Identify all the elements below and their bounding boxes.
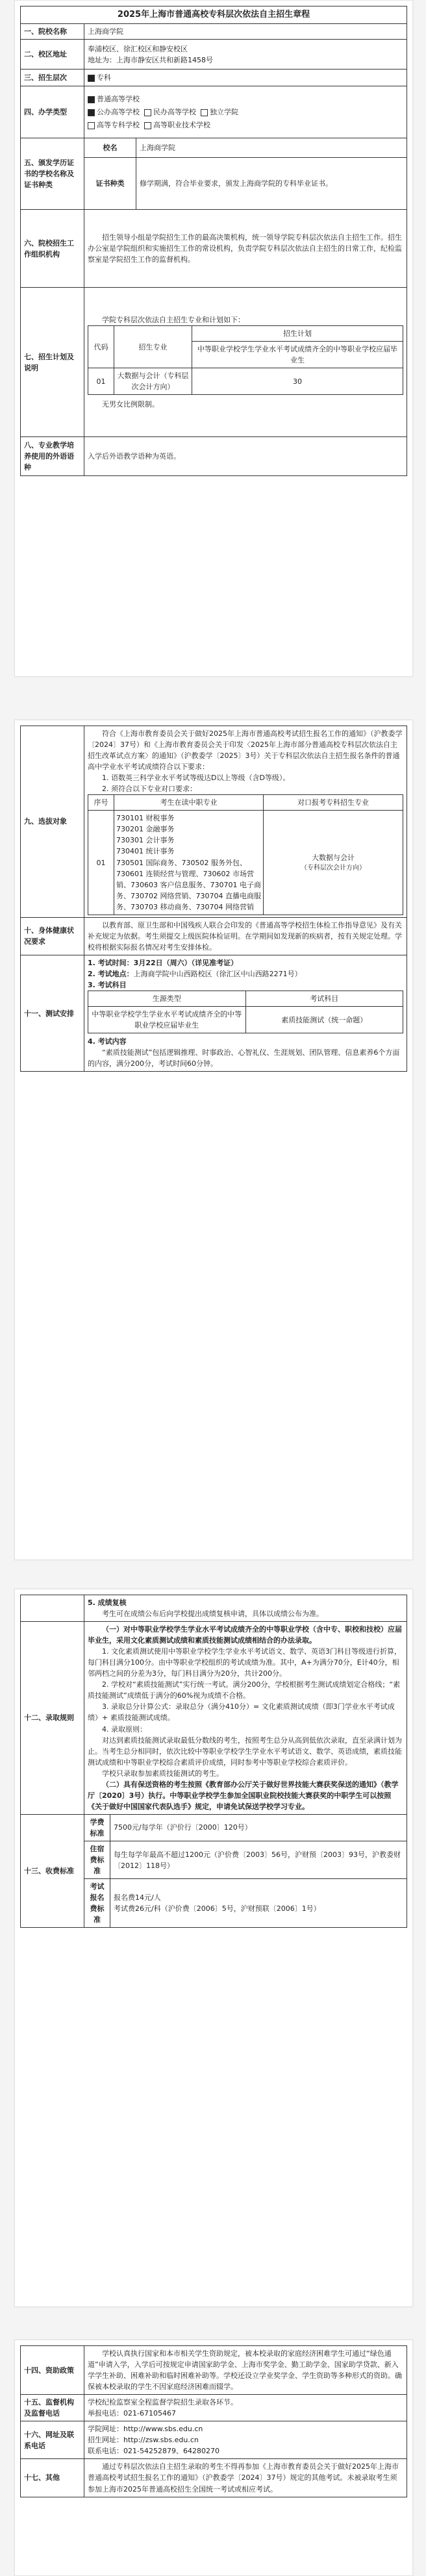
other-paragraph: 通过专科层次依法自主招生录取的考生不得再参加《上海市教育委员会关于做好2025年上海市普通高校考试招生报名工作的通知》（沪教委学〔2024〕37号）规定的其他考试。未被录取考生须参加上海市2025年普通高校招生全国统一考试或相应考试。 [88, 2462, 399, 2494]
plan-label: 七、招生计划及说明 [21, 288, 84, 437]
target-major: 大数据与会计 [312, 853, 355, 862]
plan-intro: 学院专科层次依法自主招生专业和计划如下： [102, 316, 245, 325]
fee-label: 十三、收费标准 [21, 1814, 84, 1927]
fee-sub-exam: 考试报名费标准 [84, 1879, 110, 1928]
admit-label: 十二、录取规则 [21, 1622, 84, 1815]
supervision-text [84, 2395, 407, 2421]
document-page-2 [14, 720, 413, 1560]
fee-tuition: 7500元/每学年（沪价行〔2000〕120号） [110, 1814, 407, 1841]
checkbox-icon [88, 109, 95, 116]
target-major-item: 730301 会计事务 [116, 836, 175, 845]
plan-count: 30 [192, 368, 403, 395]
plan-subheader: 中等职业学校学生学业水平考试成绩齐全的中等职业学校应届毕业生 [192, 342, 403, 368]
target-header-seq: 序号 [88, 795, 114, 811]
plan-code: 01 [88, 368, 114, 395]
fee-dorm: 每生每学年最高不超过1200元（沪价费〔2003〕56号，沪财预〔2003〕93号，沪教委财〔2012〕118号） [110, 1841, 407, 1878]
test-place: 上海商学院中山西路校区（徐汇区中山西路2271号） [133, 969, 302, 978]
target-seq: 01 [88, 811, 114, 915]
target-item-2: 2. 须符合以下专业对口要求： [102, 785, 197, 794]
fee-sub-tuition: 学费标准 [84, 1814, 110, 1841]
test-intro-title: 4. 考试内容 [88, 1037, 127, 1046]
plan-header-count: 招生计划 [192, 326, 403, 342]
target-header-target: 对口报考专科招生专业 [264, 795, 403, 811]
other-label: 十七、其他 [21, 2459, 84, 2497]
target-content [84, 726, 407, 918]
target-major-item: 730501 国际商务、730502 服务外包、730601 连锁经营与管理、730602 市场营销、730603 客户信息服务、730701 电子商务、730702 网络营销、730704 直播电商服务、730703 移动商务、730704 网络营销 [116, 858, 261, 911]
org-text [84, 210, 407, 288]
nature-option-1: 普通高等学校 [97, 95, 140, 104]
website-line-3: 联系电话：021-54252879、64280270 [88, 2447, 219, 2456]
review-title: 5. 成绩复核 [88, 1598, 127, 1607]
checkbox-icon [144, 122, 151, 129]
plan-header-code: 代码 [88, 326, 114, 368]
plan-note: 无男女比例限制。 [102, 400, 159, 409]
subject-name: 素质技能测试（统一命题） [245, 1007, 403, 1033]
nature-option-4: 独立学院 [210, 108, 238, 117]
target-header-major: 考生在读中职专业 [114, 795, 264, 811]
test-time: 1. 考试时间：3月22日（周六）（详见准考证） [88, 958, 238, 967]
charter-table [20, 6, 407, 476]
fee-exam-line-1: 报名费14元/人 [114, 1893, 161, 1902]
nature-label: 四、办学类型 [21, 86, 84, 138]
website-text [84, 2421, 407, 2459]
admit-rule-2-title: （二）具有保送资格的考生按照《教育部办公厅关于做好世界技能大赛获奖保送的通知》（教学厅〔2020〕3号）执行。中等职业学校学生参加全国职业院校技能大赛获奖的中职学生可以按照《关于做好中国国家代表队选手》规定，申请免试保送学校学习专业。 [88, 1780, 399, 1811]
admit-rule-1-p1: 1. 文化素质测试使用中等职业学校学生学业水平考试语文、数学、英语3门科目等级进行折算，每门科目满分100分。由中等职业学校组织的考试成绩为准。其中，A+为满分70分，E计40分，相邻两档之间的分差为3分，每门科目满分为20分，共计200分。 [88, 1647, 401, 1678]
subject-type: 中等职业学校学生学业水平考试成绩齐全的中等职业学校应届毕业生 [88, 1007, 246, 1033]
document-page-3 [14, 1589, 413, 2307]
org-label: 六、院校招生工作组织机构 [21, 210, 84, 288]
checkbox-level-icon [88, 75, 95, 82]
test-label: 十一、测试安排 [21, 955, 84, 1071]
campus-line-1: 奉浦校区、徐汇校区和静安校区 [88, 44, 188, 53]
target-label: 九、选拔对象 [21, 726, 84, 918]
target-para: 符合《上海市教育委员会关于做好2025年上海市普通高校考试招生报名工作的通知》（沪教委学〔2024〕37号）和《上海市教育委员会关于印发〈2025年上海市部分普通高校专科层次依法自主招生改革试点方案〉的通知》（沪教委学〔2025〕3号）关于专科层次依法自主招生报名条件的普通高中学业水平考试成绩符合以下要求： [88, 729, 403, 772]
language-label: 八、专业教学培养使用的外语语种 [21, 437, 84, 476]
website-label: 十六、网址及联系电话 [21, 2421, 84, 2459]
nature-option-6: 高等职业技术学校 [153, 121, 210, 130]
target-major-item: 730401 统计事务 [116, 847, 175, 856]
campus-label: 二、校区地址 [21, 40, 84, 69]
school-name-label: 一、院校名称 [21, 24, 84, 40]
subject-header-type: 生源类型 [88, 991, 246, 1007]
campus-line-2: 地址为：上海市静安区共和新路1458号 [88, 55, 213, 64]
admit-rule-1-p5: 对达到素质技能测试录取最低分数线的考生，按照考生总分从高到低依次录取，直至录满计划为止。当考生总分相同时，依次比较中等职业学校学生学业水平考试语文、数学、英语成绩，素质技能测试成绩和中等职业学校综合素质评价成绩，同时参考中等职业学校综合素质评价。 [88, 1736, 402, 1767]
admit-rule-1-p4: 4. 录取原则： [102, 1724, 147, 1734]
target-major-cell [264, 811, 403, 915]
checkbox-icon [144, 109, 151, 116]
blank-label [21, 1595, 84, 1622]
checkbox-icon [88, 122, 95, 129]
cert-sub-type: 证书种类 [84, 158, 136, 210]
cert-sub-school: 校名 [84, 138, 136, 158]
aid-label: 十四、资助政策 [21, 2346, 84, 2395]
plan-content [84, 288, 407, 437]
target-table [88, 794, 403, 915]
school-name-value: 上海商学院 [84, 24, 407, 40]
fee-sub-dorm: 住宿费标准 [84, 1841, 110, 1878]
test-intro: “素质技能测试”包括逻辑推理、时事政治、心智礼仪、生涯规划、团队管理、信息素养6个方面的内容，满分200分，考试时间60分钟。 [88, 1048, 400, 1068]
target-item-1: 1. 语数英三科学业水平考试等级达D以上等级（含D等级）。 [102, 774, 290, 783]
nature-option-2: 公办高等学校 [97, 108, 140, 117]
admit-rule-1-p6: 学校只录取参加素质技能测试的考生。 [102, 1769, 223, 1778]
admit-rule-1-title: （一）对中等职业学校学生学业水平考试成绩齐全的中等职业学校（含中专、职校和技校）应届毕业生，采用文化素质测试成绩和素质技能测试成绩相结合的办法录取。 [88, 1625, 402, 1645]
review-content [84, 1595, 407, 1622]
language-text: 入学后外语教学语种为英语。 [84, 437, 407, 476]
website-line-2: 招生网址：http://zsw.sbs.edu.cn [88, 2436, 199, 2445]
document-page-1 [14, 0, 413, 677]
target-majors [114, 811, 264, 915]
campus-value [84, 40, 407, 69]
health-paragraph: 以教育部、原卫生部和中国残疾人联合会印发的《普通高等学校招生体检工作指导意见》及有关补充规定为依据。考生须提交上级医院体检证明。在学期间如发现新的疾病者，按有关规定处理。学校将根据实际报名情况对考生安排体检。 [88, 920, 402, 952]
admit-rule-1-p3: 3. 录取总分计算公式：录取总分（满分410分）= 文化素质测试成绩（即3门学业水平考试成绩）+ 素质技能测试成绩。 [88, 1702, 395, 1723]
level-option: 专科 [97, 73, 111, 82]
subject-header-subject: 考试科目 [245, 991, 403, 1007]
nature-option-3: 民办高等学校 [153, 108, 196, 117]
review-text: 考生可在成绩公布后向学校提出成绩复核申请，具体以成绩公布为准。 [102, 1610, 323, 1619]
cert-school: 上海商学院 [136, 138, 407, 158]
nature-option-5: 高等专科学校 [97, 121, 140, 130]
supervision-line-1: 学校纪检监察室全程监督学院招生录取各环节。 [88, 2398, 238, 2407]
cert-label: 五、颁发学历证书的学校名称及证书种类 [21, 138, 84, 210]
charter-table-4 [20, 2345, 407, 2497]
admit-content [84, 1622, 407, 1815]
test-content [84, 955, 407, 1071]
admit-rule-1-p2: 2. 学校对“素质技能测试”实行统一考试。满分200分，学校根据考生测试成绩划定合格线；“素质技能测试”成绩低于满分的60%视为成绩不合格。 [88, 1680, 401, 1700]
other-text [84, 2459, 407, 2497]
nature-options [84, 86, 407, 138]
checkbox-icon [88, 96, 95, 103]
target-major-item: 730101 财税事务 [116, 814, 175, 823]
fee-exam-line-2: 考试费26元/科（沪价费〔2006〕5号，沪财预联〔2006〕1号） [114, 1904, 321, 1913]
target-major-item: 730201 金融事务 [116, 825, 175, 834]
aid-text [84, 2346, 407, 2395]
document-page-4 [14, 2340, 413, 2576]
charter-table-3 [20, 1595, 407, 1928]
subject-table [88, 991, 403, 1033]
plan-major: 大数据与会计（专科层次会计方向） [114, 368, 192, 395]
plan-table [88, 325, 403, 395]
level-value [84, 69, 407, 86]
website-line-1: 学院网址：http://www.sbs.edu.cn [88, 2425, 203, 2434]
test-subject-title: 3. 考试科目 [88, 980, 127, 989]
plan-header-major: 招生专业 [114, 326, 192, 368]
page-title: 2025年上海市普通高校专科层次依法自主招生章程 [21, 6, 407, 24]
cert-types: 修学期满，符合毕业要求，颁发上海商学院的专科毕业证书。 [136, 158, 407, 210]
org-paragraph: 招生领导小组是学院招生工作的最高决策机构，统一领导学院专科层次依法自主招生工作。招生办公室是学院组织和实施招生工作的常设机构，负责学院专科层次依法自主招生的日常工作，纪检监察室是学院招生工作的监督机构。 [88, 233, 402, 264]
checkbox-icon [201, 109, 208, 116]
test-place-head: 2. 考试地点： [88, 969, 134, 978]
level-label: 三、招生层次 [21, 69, 84, 86]
charter-table-2 [20, 726, 407, 1072]
fee-exam [110, 1879, 407, 1928]
health-text [84, 917, 407, 955]
supervision-line-2: 举报电话：021-67105467 [88, 2409, 176, 2418]
target-major-note: （专科层次会计方向） [301, 864, 366, 872]
supervision-label: 十五、监督机构及监督电话 [21, 2395, 84, 2421]
aid-paragraph: 学校认真执行国家和本市相关学生资助规定，被本校录取的家庭经济困难学生可通过“绿色通道”申请入学，入学后可按规定申请国家助学金、上海市奖学金、勤工助学金、国家助学贷款、新入学学生补助、困难补助和临时困难补助等。学校还设立学业奖学金、学生资助等多种形式的资助。确保被本校录取的学生不因家庭经济困难而辍学。 [88, 2349, 402, 2392]
health-label: 十、身体健康状况要求 [21, 917, 84, 955]
